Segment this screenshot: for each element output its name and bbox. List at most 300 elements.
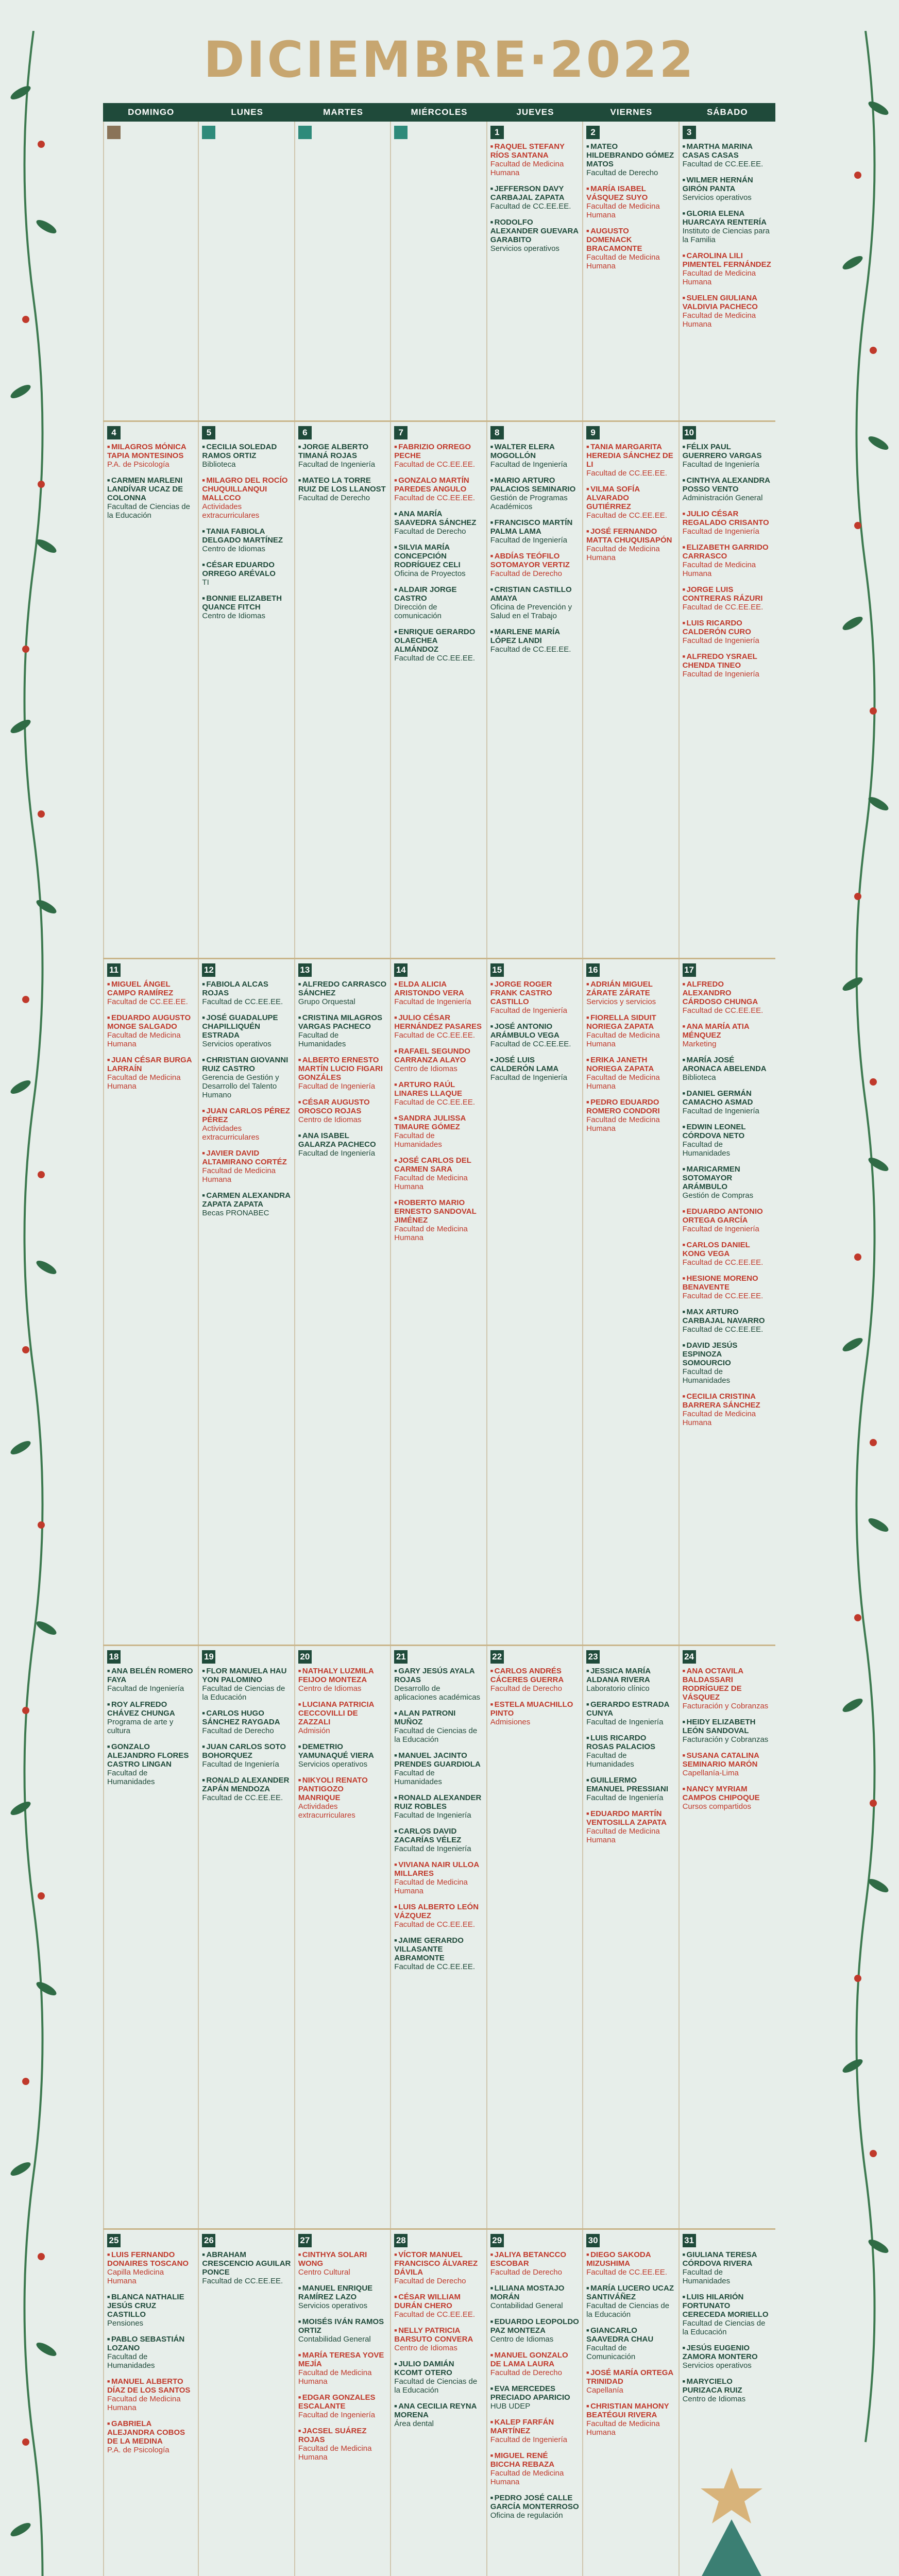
person-name: ■ JEFFERSON DAVY CARBAJAL ZAPATA: [490, 184, 579, 202]
department-label: Facultad de Medicina Humana: [107, 1031, 181, 1048]
department-label: Facultad de Medicina Humana: [682, 1410, 756, 1427]
birthday-entry: [490, 443, 579, 469]
department-label: Facultad de Ingeniería: [490, 1073, 567, 1082]
birthday-entry: [107, 2293, 195, 2328]
birthday-entry: [683, 1241, 772, 1267]
birthday-entry: [394, 1013, 483, 1040]
birthday-entry: [586, 527, 675, 562]
day-number: 22: [490, 1650, 504, 1664]
person-name: ■ JOSÉ CARLOS DEL CARMEN SARA: [394, 1156, 483, 1174]
person-name: ■ MARÍA TERESA YOVE MEJÍA: [298, 2351, 387, 2368]
department-label: P.A. de Psicología: [107, 460, 169, 469]
weekday-tuesday: MARTES: [323, 107, 363, 117]
person-name: ■ CÉSAR WILLIAM DURÁN CHERO: [394, 2293, 483, 2310]
person-name: ■ ENRIQUE GERARDO OLAECHEA ALMÁNDOZ: [394, 628, 483, 654]
birthday-entry: [683, 1089, 772, 1115]
department-label: P.A. de Psicología: [107, 2446, 169, 2454]
day-number: 14: [394, 963, 408, 977]
person-name: ■ EVA MERCEDES PRECIADO APARICIO: [490, 2384, 579, 2402]
person-name: ■ GONZALO ALEJANDRO FLORES CASTRO LINGAN: [107, 1742, 195, 1769]
department-label: Facultad de Ingeniería: [682, 670, 759, 679]
department-label: Biblioteca: [202, 460, 236, 469]
department-label: Facultad de Ingeniería: [490, 1006, 567, 1015]
department-label: Contabilidad General: [490, 2301, 563, 2310]
person-name: ■ VILMA SOFÍA ALVARADO GUTIÉRREZ: [586, 485, 675, 511]
person-name: ■ NIKYOLI RENATO PANTIGOZO MANRIQUE: [298, 1776, 387, 1802]
birthday-entry: [394, 2250, 483, 2285]
department-label: Facultad de CC.EE.EE.: [394, 494, 476, 502]
day-number: 23: [586, 1650, 600, 1664]
department-label: Facultad de Medicina Humana: [682, 269, 756, 286]
birthday-entry: [298, 2250, 387, 2277]
person-name: ■ MARÍA ISABEL VÁSQUEZ SUYO: [586, 184, 675, 202]
person-name: ■ MILAGRO DEL ROCÍO CHUQUILLANQUI MALLCCO: [202, 476, 291, 502]
department-label: Actividades extracurriculares: [298, 1802, 355, 1820]
department-label: Actividades extracurriculares: [202, 502, 260, 520]
person-name: ■ MANUEL ALBERTO DÍAZ DE LOS SANTOS: [107, 2377, 195, 2395]
birthday-entry: [107, 476, 195, 520]
birthday-entry: [107, 2335, 195, 2370]
department-label: Facturación y Cobranzas: [682, 1702, 769, 1710]
person-name: ■ MANUEL JACINTO PRENDES GUARDIOLA: [394, 1751, 483, 1769]
person-name: ■ CRISTIAN CASTILLO AMAYA: [490, 585, 579, 603]
day-number: 26: [202, 2234, 215, 2247]
person-name: ■ MIGUEL ÁNGEL CAMPO RAMÍREZ: [107, 980, 195, 997]
birthday-entry: [490, 476, 579, 511]
day-cell: [295, 422, 391, 958]
person-name: ■ ANA CECILIA REYNA MORENA: [394, 2402, 483, 2419]
department-label: Facultad de Ingeniería: [682, 460, 759, 469]
birthday-entry: [202, 527, 291, 553]
day-cell: [487, 959, 583, 1645]
person-name: ■ SANDRA JULISSA TIMAURE GÓMEZ: [394, 1114, 483, 1131]
birthday-entry: [683, 1022, 772, 1048]
birthday-entry: [394, 585, 483, 620]
birthday-entry: [394, 2326, 483, 2352]
weekday-thursday: JUEVES: [516, 107, 554, 117]
day-cell: [583, 122, 679, 420]
birthday-entry: [490, 184, 579, 211]
birthday-entry: [586, 142, 675, 177]
person-name: ■ JORGE ROGER FRANK CASTRO CASTILLO: [490, 980, 579, 1006]
person-name: ■ MARIO ARTURO PALACIOS SEMINARIO: [490, 476, 579, 494]
person-name: ■ RAQUEL STEFANY RÍOS SANTANA: [490, 142, 579, 160]
person-name: ■ MANUEL GONZALO DE LAMA LAURA: [490, 2351, 579, 2368]
weekday-wednesday: MIÉRCOLES: [411, 107, 468, 117]
department-label: Gestión de Programas Académicos: [490, 494, 568, 511]
birthday-entry: [683, 543, 772, 578]
department-label: Facultad de Humanidades: [394, 1131, 442, 1149]
person-name: ■ ALFREDO CARRASCO SÁNCHEZ: [298, 980, 387, 997]
person-name: ■ DEMETRIO YAMUNAQUÉ VIERA: [298, 1742, 387, 1760]
department-label: Facultad de CC.EE.EE.: [394, 460, 476, 469]
department-label: Facultad de Ingeniería: [298, 1082, 376, 1091]
person-name: ■ JULIO DAMIÁN KCOMT OTERO: [394, 2360, 483, 2377]
person-name: ■ NATHALY LUZMILA FEIJOO MONTEZA: [298, 1667, 387, 1684]
department-label: Facultad de Ingeniería: [682, 527, 759, 536]
person-name: ■ RONALD ALEXANDER ZAPÁN MENDOZA: [202, 1776, 291, 1793]
person-name: ■ CARLOS ANDRÉS CÁCERES GUERRA: [490, 1667, 579, 1684]
birthday-entry: [586, 485, 675, 520]
day-cell: [583, 422, 679, 958]
day-number: 4: [107, 426, 121, 439]
birthday-entry: [298, 2284, 387, 2310]
birthday-entry: [202, 1107, 291, 1142]
day-cell: [583, 1646, 679, 2228]
department-label: Facultad de Medicina Humana: [586, 1115, 660, 1133]
birthday-entry: [202, 1056, 291, 1099]
person-name: ■ CRISTINA MILAGROS VARGAS PACHECO: [298, 1013, 387, 1031]
person-name: ■ SILVIA MARÍA CONCEPCIÓN RODRÍGUEZ CELI: [394, 543, 483, 569]
birthday-entry: [394, 1936, 483, 1971]
birthday-entry: [202, 1013, 291, 1048]
person-name: ■ SUELEN GIULIANA VALDIVIA PACHECO: [683, 294, 772, 311]
day-number: 16: [586, 963, 600, 977]
week-row: [103, 422, 775, 959]
person-name: ■ ANA MARÍA SAAVEDRA SÁNCHEZ: [394, 510, 483, 527]
department-label: Facultad de Derecho: [490, 569, 562, 578]
birthday-entry: [107, 1056, 195, 1091]
birthday-entry: [586, 2326, 675, 2361]
department-label: Programa de arte y cultura: [107, 1718, 174, 1735]
day-number: 9: [586, 426, 600, 439]
person-name: ■ FÉLIX PAUL GUERRERO VARGAS: [683, 443, 772, 460]
person-name: ■ LUIS FERNANDO DONAIRES TOSCANO: [107, 2250, 195, 2268]
birthday-entry: [490, 1667, 579, 1693]
person-name: ■ NANCY MYRIAM CAMPOS CHIPOQUE: [683, 1785, 772, 1802]
department-label: Dirección de comunicación: [394, 603, 442, 620]
person-name: ■ ANA OCTAVILA BALDASSARI RODRÍGUEZ DE VÁSQUEZ: [683, 1667, 772, 1702]
person-name: ■ WALTER ELERA MOGOLLÓN: [490, 443, 579, 460]
department-label: Facultad de CC.EE.EE.: [682, 603, 764, 612]
person-name: ■ JESSICA MARÍA ALDANA RIVERA: [586, 1667, 675, 1684]
day-number: 1: [490, 126, 504, 139]
day-cell: [680, 122, 775, 420]
department-label: Facultad de CC.EE.EE.: [586, 469, 667, 478]
department-label: Facultad de CC.EE.EE.: [682, 1325, 764, 1334]
day-number: 29: [490, 2234, 504, 2247]
person-name: ■ JORGE ALBERTO TIMANÁ ROJAS: [298, 443, 387, 460]
department-label: Servicios operativos: [298, 2301, 368, 2310]
person-name: ■ MIGUEL RENÉ BICCHA REBAZA: [490, 2451, 579, 2469]
department-label: Facultad de Ingeniería: [394, 1811, 471, 1820]
department-label: Facultad de CC.EE.EE.: [107, 997, 188, 1006]
birthday-entry: [490, 2284, 579, 2310]
department-label: Facultad de Ingeniería: [490, 460, 567, 469]
department-label: Becas PRONABEC: [202, 1209, 269, 1217]
department-label: Servicios operativos: [490, 244, 559, 253]
person-name: ■ LUIS RICARDO CALDERÓN CURO: [683, 619, 772, 636]
department-label: Facultad de Ingeniería: [394, 997, 471, 1006]
day-cell: [680, 959, 775, 1645]
birthday-entry: [202, 980, 291, 1006]
day-number: 28: [394, 2234, 408, 2247]
person-name: ■ MANUEL ENRIQUE RAMÍREZ LAZO: [298, 2284, 387, 2301]
person-name: ■ JULIO CÉSAR HERNÁNDEZ PASARES: [394, 1013, 483, 1031]
birthday-entry: [394, 443, 483, 469]
department-label: Facultad de Medicina Humana: [107, 2395, 181, 2412]
birthday-entry: [298, 1131, 387, 1158]
person-name: ■ MARÍA LUCERO UCAZ SANTIVÁÑEZ: [586, 2284, 675, 2301]
person-name: ■ CECILIA SOLEDAD RAMOS ORTIZ: [202, 443, 291, 460]
person-name: ■ LILIANA MOSTAJO MORÁN: [490, 2284, 579, 2301]
person-name: ■ EDUARDO AUGUSTO MONGE SALGADO: [107, 1013, 195, 1031]
department-label: Facturación y Cobranzas: [682, 1735, 769, 1744]
birthday-entry: [202, 476, 291, 520]
department-label: Facultad de CC.EE.EE.: [490, 645, 571, 654]
day-cell: [199, 959, 295, 1645]
birthday-entry: [394, 1080, 483, 1107]
person-name: ■ MATEO HILDEBRANDO GÓMEZ MATOS: [586, 142, 675, 168]
day-number: 7: [394, 426, 408, 439]
department-label: Facultad de CC.EE.EE.: [202, 997, 283, 1006]
birthday-entry: [107, 1742, 195, 1786]
weekday-saturday: SÁBADO: [706, 107, 748, 117]
day-cell: [680, 422, 775, 958]
person-name: ■ BLANCA NATHALIE JESÚS CRUZ CASTILLO: [107, 2293, 195, 2319]
department-label: Facultad de Ingeniería: [394, 1844, 471, 1853]
birthday-entry: [683, 2344, 772, 2370]
person-name: ■ PEDRO JOSÉ CALLE GARCÍA MONTERROSO: [490, 2494, 579, 2511]
person-name: ■ JUAN CÉSAR BURGA LARRAÍN: [107, 1056, 195, 1073]
person-name: ■ ELIZABETH GARRIDO CARRASCO: [683, 543, 772, 561]
week-row: [103, 122, 775, 422]
birthday-entry: [586, 2368, 675, 2395]
person-name: ■ JAIME GERARDO VILLASANTE ABRAMONTE: [394, 1936, 483, 1962]
day-cell: [199, 422, 295, 958]
department-label: Facultad de Medicina Humana: [586, 1827, 660, 1844]
birthday-entry: [107, 2377, 195, 2412]
day-number: 15: [490, 963, 504, 977]
day-cell: [487, 122, 583, 420]
department-label: Facultad de Ingeniería: [586, 1793, 664, 1802]
department-label: Centro de Idiomas: [394, 2344, 457, 2352]
person-name: ■ LUCIANA PATRICIA CECCOVILLI DE ZAZZALI: [298, 1700, 387, 1726]
day-number: 11: [107, 963, 121, 977]
birthday-entry: [586, 443, 675, 478]
person-name: ■ FIORELLA SIDUIT NORIEGA ZAPATA: [586, 1013, 675, 1031]
christmas-tree-decoration: [562, 2421, 896, 2576]
birthday-entry: [683, 1165, 772, 1200]
birthday-entry: [586, 227, 675, 270]
person-name: ■ ANA ISABEL GALARZA PACHECO: [298, 1131, 387, 1149]
person-name: ■ GIANCARLO SAAVEDRA CHAU: [586, 2326, 675, 2344]
birthday-entry: [683, 2250, 772, 2285]
department-label: Facultad de CC.EE.EE.: [394, 1098, 476, 1107]
birthday-entry: [394, 1827, 483, 1853]
birthday-entry: [683, 209, 772, 244]
birthday-entry: [683, 510, 772, 536]
birthday-entry: [298, 1776, 387, 1820]
person-name: ■ PEDRO EDUARDO ROMERO CONDORI: [586, 1098, 675, 1115]
department-label: Facultad de Ingeniería: [490, 2435, 567, 2444]
department-label: Facultad de Ciencias de la Educación: [107, 502, 190, 520]
person-name: ■ ALFREDO ALEXANDRO CÁRDOSO CHUNGA: [683, 980, 772, 1006]
birthday-entry: [394, 980, 483, 1006]
birthday-entry: [202, 594, 291, 620]
person-name: ■ AUGUSTO DOMENACK BRACAMONTE: [586, 227, 675, 253]
day-cell: [199, 2230, 295, 2576]
birthday-entry: [490, 218, 579, 253]
birthday-entry: [107, 1013, 195, 1048]
day-number: 30: [586, 2234, 600, 2247]
birthday-entry: [683, 1056, 772, 1082]
day-cell: [295, 2230, 391, 2576]
person-name: ■ EDWIN LEONEL CÓRDOVA NETO: [683, 1123, 772, 1140]
department-label: Facultad de CC.EE.EE.: [682, 1258, 764, 1267]
department-label: Servicios operativos: [682, 2361, 752, 2370]
person-name: ■ NELLY PATRICIA BARSUTO CONVERA: [394, 2326, 483, 2344]
person-name: ■ CAROLINA LILI PIMENTEL FERNÁNDEZ: [683, 251, 772, 269]
department-label: Facultad de Medicina Humana: [682, 311, 756, 329]
person-name: ■ CARMEN ALEXANDRA ZAPATA ZAPATA: [202, 1191, 291, 1209]
person-name: ■ EDUARDO ANTONIO ORTEGA GARCÍA: [683, 1207, 772, 1225]
birthday-entry: [490, 585, 579, 620]
birthday-entry: [394, 628, 483, 663]
department-label: Facultad de Medicina Humana: [298, 2368, 372, 2386]
person-name: ■ ADRIÁN MIGUEL ZÁRATE ZÁRATE: [586, 980, 675, 997]
department-label: Facultad de Ciencias de la Educación: [682, 2319, 766, 2336]
department-label: Facultad de Medicina Humana: [682, 561, 756, 578]
department-label: Desarrollo de aplicaciones académicas: [394, 1684, 481, 1702]
department-label: Admisiones: [490, 1718, 531, 1726]
department-label: Facultad de Derecho: [394, 2277, 466, 2285]
department-label: Facultad de CC.EE.EE.: [394, 1920, 476, 1929]
day-number: 19: [202, 1650, 215, 1664]
department-label: Facultad de Medicina Humana: [394, 1878, 468, 1895]
birthday-entry: [107, 1700, 195, 1735]
birthday-entry: [202, 1149, 291, 1184]
department-label: Centro de Idiomas: [394, 1064, 457, 1073]
birthday-entry: [586, 980, 675, 1006]
birthday-entry: [490, 552, 579, 578]
department-label: Cursos compartidos: [682, 1802, 751, 1811]
department-label: Gerencia de Gestión y Desarrollo del Talento Humano: [202, 1073, 279, 1099]
department-label: Facultad de CC.EE.EE.: [682, 1006, 764, 1015]
department-label: Facultad de CC.EE.EE.: [682, 160, 764, 168]
birthday-entry: [683, 1308, 772, 1334]
person-name: ■ ELDA ALICIA ARISTONDO VERA: [394, 980, 483, 997]
birthday-entry: [394, 1860, 483, 1895]
birthday-entry: [683, 2377, 772, 2403]
person-name: ■ JOSÉ ANTONIO ARÁMBULO VEGA: [490, 1022, 579, 1040]
department-label: Facultad de Humanidades: [682, 1367, 731, 1385]
person-name: ■ RAFAEL SEGUNDO CARRANZA ALAYO: [394, 1047, 483, 1064]
person-name: ■ TANIA MARGARITA HEREDIA SÁNCHEZ DE LI: [586, 443, 675, 469]
department-label: Facultad de Medicina Humana: [298, 2444, 372, 2462]
person-name: ■ ALDAIR JORGE CASTRO: [394, 585, 483, 603]
birthday-entry: [683, 1785, 772, 1811]
department-label: Facultad de Comunicación: [586, 2344, 636, 2361]
department-label: Facultad de Ciencias de la Educación: [586, 2301, 670, 2319]
person-name: ■ ARTURO RAÚL LINARES LLAQUE: [394, 1080, 483, 1098]
day-cell: [295, 122, 391, 420]
person-name: ■ CARLOS DANIEL KONG VEGA: [683, 1241, 772, 1258]
person-name: ■ JOSÉ LUIS CALDERÓN LAMA: [490, 1056, 579, 1073]
empty-day-marker: [202, 126, 215, 139]
birthday-entry: [683, 1341, 772, 1385]
department-label: Instituto de Ciencias para la Familia: [682, 227, 770, 244]
department-label: Actividades extracurriculares: [202, 1124, 260, 1142]
department-label: Capellanía: [586, 2386, 623, 2395]
person-name: ■ FRANCISCO MARTÍN PALMA LAMA: [490, 518, 579, 536]
birthday-entry: [107, 2250, 195, 2285]
department-label: Facultad de Derecho: [490, 2368, 562, 2377]
department-label: Facultad de Medicina Humana: [586, 545, 660, 562]
department-label: Facultad de Ingeniería: [682, 1225, 759, 1233]
birthday-entry: [202, 1742, 291, 1769]
person-name: ■ JESÚS EUGENIO ZAMORA MONTERO: [683, 2344, 772, 2361]
birthday-entry: [298, 1056, 387, 1091]
person-name: ■ CARLOS HUGO SÁNCHEZ RAYGADA: [202, 1709, 291, 1726]
person-name: ■ ABDÍAS TEÓFILO SOTOMAYOR VERTIZ: [490, 552, 579, 569]
department-label: Facultad de CC.EE.EE.: [202, 1793, 283, 1802]
department-label: Centro Cultural: [298, 2268, 350, 2277]
day-number: 21: [394, 1650, 408, 1664]
person-name: ■ BONNIE ELIZABETH QUANCE FITCH: [202, 594, 291, 612]
person-name: ■ CINTHYA ALEXANDRA POSSO VENTO: [683, 476, 772, 494]
person-name: ■ TANIA FABIOLA DELGADO MARTÍNEZ: [202, 527, 291, 545]
person-name: ■ FABIOLA ALCAS ROJAS: [202, 980, 291, 997]
birthday-entry: [107, 2419, 195, 2454]
department-label: Facultad de Medicina Humana: [490, 2469, 564, 2486]
person-name: ■ LUIS ALBERTO LEÓN VÁZQUEZ: [394, 1903, 483, 1920]
department-label: Centro de Idiomas: [490, 2335, 554, 2344]
person-name: ■ ALBERTO ERNESTO MARTÍN LUCIO FIGARI GONZÁLES: [298, 1056, 387, 1082]
birthday-entry: [394, 1198, 483, 1242]
day-number: 13: [298, 963, 312, 977]
birthday-entry: [298, 2427, 387, 2462]
department-label: Facultad de CC.EE.EE.: [586, 2268, 667, 2277]
person-name: ■ JACSEL SUÁREZ ROJAS: [298, 2427, 387, 2444]
birthday-entry: [490, 142, 579, 177]
department-label: Facultad de Medicina Humana: [586, 202, 660, 219]
day-cell: [103, 422, 199, 958]
birthday-entry: [298, 2393, 387, 2419]
department-label: Facultad de CC.EE.EE.: [394, 654, 476, 663]
day-number: 24: [683, 1650, 696, 1664]
department-label: Contabilidad General: [298, 2335, 371, 2344]
birthday-entry: [394, 1751, 483, 1786]
person-name: ■ MARTHA MARINA CASAS CASAS: [683, 142, 772, 160]
department-label: TI: [202, 578, 209, 587]
person-name: ■ JALIYA BETANCCO ESCOBAR: [490, 2250, 579, 2268]
birthday-entry: [586, 1734, 675, 1769]
day-cell: [103, 1646, 199, 2228]
birthday-entry: [683, 980, 772, 1015]
holly-vine-right-decoration: [837, 31, 894, 2576]
department-label: Facultad de CC.EE.EE.: [394, 1031, 476, 1040]
person-name: ■ ABRAHAM CRESCENCIO AGUILAR PONCE: [202, 2250, 291, 2277]
department-label: Facultad de Ingeniería: [586, 1718, 664, 1726]
birthday-entry: [202, 1667, 291, 1702]
birthday-entry: [298, 1742, 387, 1769]
person-name: ■ MARÍA JOSÉ ARONACA ABELENDA: [683, 1056, 772, 1073]
person-name: ■ JAVIER DAVID ALTAMIRANO CORTÉZ: [202, 1149, 291, 1166]
birthday-entry: [683, 1751, 772, 1777]
day-number: 27: [298, 2234, 312, 2247]
birthday-entry: [394, 543, 483, 578]
person-name: ■ KALEP FARFÁN MARTÍNEZ: [490, 2418, 579, 2435]
birthday-entry: [683, 1667, 772, 1710]
department-label: Oficina de regulación: [490, 2511, 563, 2520]
day-number: 20: [298, 1650, 312, 1664]
person-name: ■ ANA MARÍA ATIA MÉNQUEZ: [683, 1022, 772, 1040]
birthday-entry: [202, 561, 291, 587]
department-label: Facultad de CC.EE.EE.: [490, 1040, 571, 1048]
person-name: ■ JOSÉ MARÍA ORTEGA TRINIDAD: [586, 2368, 675, 2386]
department-label: Facultad de Ingeniería: [202, 1760, 279, 1769]
